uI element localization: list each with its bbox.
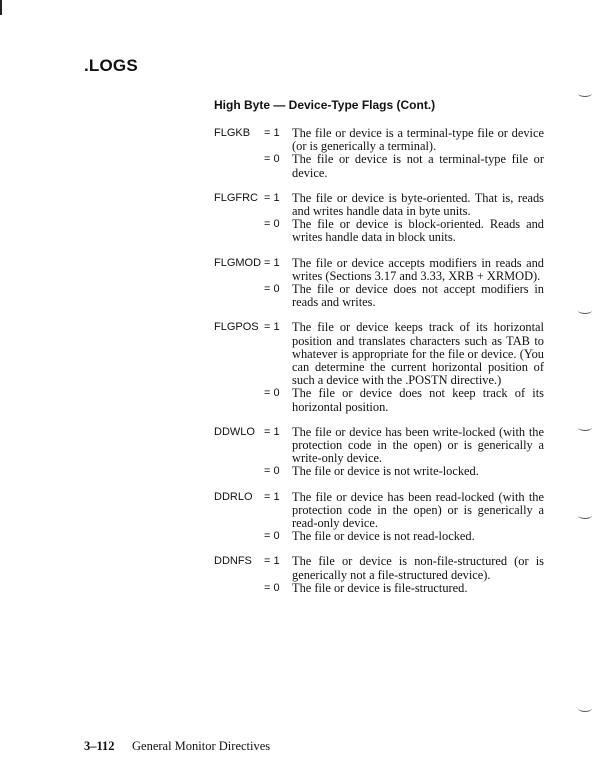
table-title: High Byte — Device-Type Flags (Cont.) (214, 98, 436, 112)
flag-description: The file or device is byte-oriented. That is, reads and writes handle data in byte units. (292, 190, 544, 219)
flag-item (214, 321, 544, 413)
flag-list (214, 127, 544, 607)
flag-value: = 1 (264, 321, 280, 334)
flag-value: = 0 (264, 581, 280, 594)
flag-name: FLGFRC (214, 191, 258, 204)
flag-description: The file or device accepts modifiers in reads and writes (Sections 3.17 and 3.33, XRB + XRMOD). (292, 255, 544, 283)
scan-mark (578, 424, 592, 431)
flag-item (214, 491, 544, 544)
flag-entry (214, 192, 544, 218)
flag-name: FLGMOD (214, 256, 262, 269)
page-footer (84, 739, 270, 754)
flag-name: DDRLO (214, 490, 253, 503)
flag-item (214, 192, 544, 245)
flag-description: The file or device has been read-locked (with the protection code in the open) or is generically a read-only device. (292, 489, 544, 531)
flag-description: The file or device is file-structured. (292, 580, 468, 595)
flag-name: FLGKB (214, 127, 251, 139)
flag-item (214, 555, 544, 595)
flag-value: = 1 (264, 191, 280, 204)
flag-value: = 1 (264, 555, 280, 568)
flag-item (214, 127, 544, 180)
flag-name: DDNFS (214, 555, 252, 568)
flag-description: The file or device does not keep track of its horizontal position. (292, 386, 544, 414)
flag-description: The file or device is a terminal-type file or device (or is generically a terminal). (292, 126, 544, 154)
flag-entry (214, 153, 544, 179)
flag-entry (214, 127, 544, 153)
chapter-title: General Monitor Directives (132, 739, 271, 753)
flag-description: The file or device is block-oriented. Reads and writes handle data in block units. (292, 217, 544, 245)
flag-value: = 0 (264, 530, 280, 543)
flag-description: The file or device has been write-locked (with the protection code in the open) or is generically a write-only device. (292, 424, 544, 466)
scan-mark (578, 512, 592, 519)
page-number: 3–112 (84, 739, 115, 753)
flag-value: = 1 (264, 127, 280, 139)
flag-value: = 0 (264, 153, 280, 166)
flag-item (214, 426, 544, 479)
flag-value: = 1 (264, 256, 280, 269)
flag-value: = 0 (264, 218, 280, 231)
flag-description: The file or device is not a terminal-type file or device. (292, 152, 544, 180)
scan-mark (578, 307, 592, 314)
flag-value: = 1 (264, 425, 280, 438)
flag-value: = 0 (264, 465, 280, 478)
flag-description: The file or device is not write-locked. (292, 464, 479, 479)
flag-description: The file or device keeps track of its horizontal position and translates characters such as TAB to whatever is appropriate for the file or device. (You can determine the current horizontal position of such a device with the .POSTN directive.) (292, 320, 544, 388)
flag-entry (214, 321, 544, 387)
flag-entry (214, 387, 544, 413)
flag-description: The file or device does not accept modifiers in reads and writes. (292, 282, 544, 310)
flag-entry (214, 283, 544, 309)
flag-entry (214, 555, 544, 581)
flag-name: DDWLO (214, 425, 255, 438)
flag-entry (214, 582, 544, 595)
section-title: .LOGS (84, 56, 138, 75)
flag-name: FLGPOS (214, 321, 259, 334)
flag-description: The file or device is not read-locked. (292, 529, 475, 544)
flag-entry (214, 491, 544, 531)
flag-entry (214, 426, 544, 466)
flag-entry (214, 257, 544, 283)
scan-mark (578, 90, 592, 97)
flag-value: = 1 (264, 490, 280, 503)
scan-mark (578, 705, 592, 712)
flag-entry (214, 465, 544, 478)
flag-value: = 0 (264, 283, 280, 296)
flag-item (214, 257, 544, 310)
flag-entry (214, 530, 544, 543)
flag-description: The file or device is non-file-structured (or is generically not a file-structured device). (292, 554, 544, 582)
page-edge-mark (0, 0, 2, 15)
flag-value: = 0 (264, 387, 280, 400)
flag-entry (214, 218, 544, 244)
